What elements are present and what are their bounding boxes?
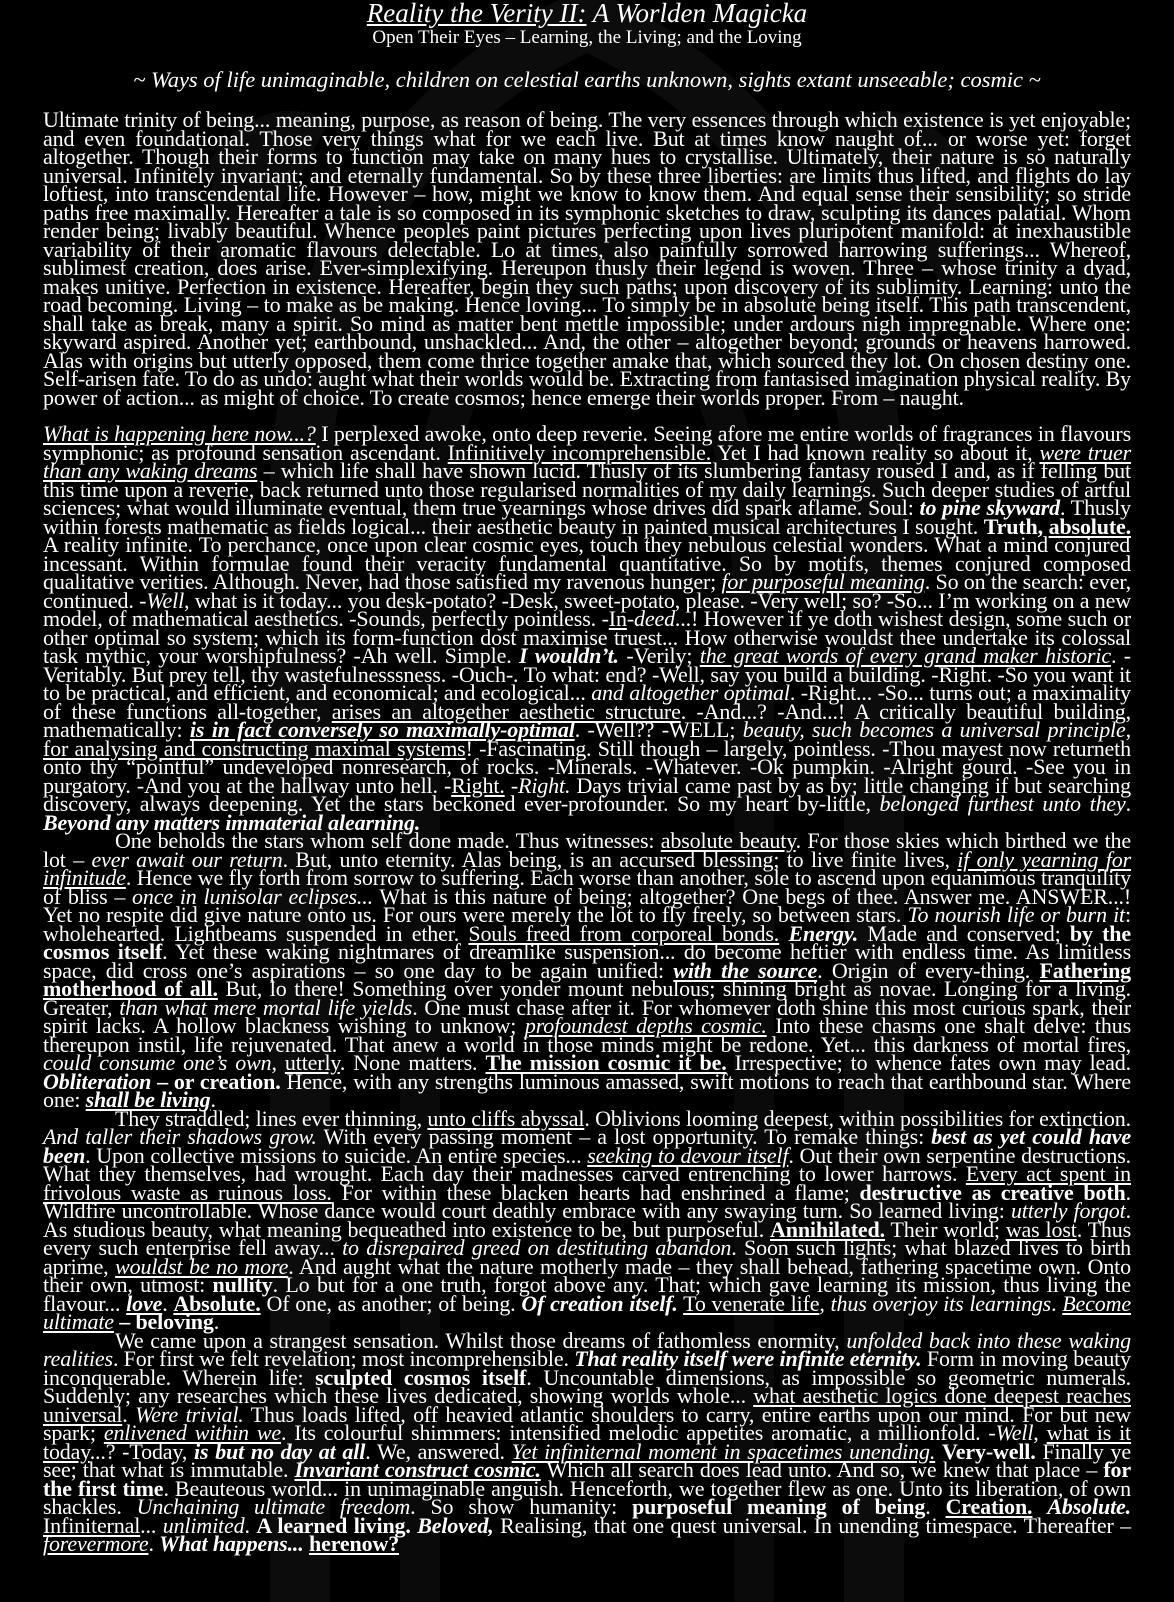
text-span: . Thusly within forests mathematic as fields logical... their aesthetic beauty in painted musical architectures I sought. (43, 495, 1131, 539)
text-span: . -Well?? -WELL; (574, 717, 743, 742)
text-span: Obliteration (43, 1068, 152, 1094)
text-span: Their world; (884, 1216, 1006, 1242)
text-span: unfolded back into these waking realities (43, 1327, 1131, 1371)
text-span: herenow? (309, 1531, 400, 1556)
text-span: . One must chase after it. For whomever doth shine this most curious spark, their spirit lacks. A hollow blackness wishing to unknow; (43, 994, 1132, 1038)
text-span: for analysing and constructing maximal systems (43, 735, 466, 761)
text-span: Very-well. (942, 1438, 1036, 1464)
text-span: Fathering motherhood of all. (43, 957, 1132, 1001)
text-span: I wouldn’t. (519, 643, 619, 668)
text-span: Were trivial. (135, 1401, 244, 1427)
text-span: What is this nature of being; altogether? One begs of thee. Answer me. ANSWER...! Yet no respite did give nature onto us. For ours were merely the lot to fly freely, so between stars. (43, 883, 1131, 927)
text-span: is in fact conversely so maximally-optimal (189, 717, 575, 742)
text-span: . -Right... -So... turns out; a maximality of these functions all-together, (43, 680, 1131, 724)
text-span: . So on the search: ever, continued. - (43, 569, 1131, 613)
text-span: and altogether optimal (591, 680, 790, 705)
text-span: utterly forgot (1010, 1198, 1126, 1223)
text-span: . (122, 1401, 136, 1427)
text-span: forevermore (43, 1531, 149, 1556)
text-span: What is happening here now...? (43, 421, 316, 446)
text-span: . Beauteous world... in unimaginable anguish. Henceforth, we together flew as one. Unto its liberation, of own shackles. (43, 1475, 1131, 1519)
text-span: wouldst be no more (115, 1253, 289, 1279)
text-span: absolute. (1048, 513, 1131, 539)
text-span: . So show humanity: (410, 1494, 633, 1519)
text-span: Truth, (983, 513, 1043, 539)
text-span: , (1033, 1420, 1047, 1445)
text-span: . Thus every such enterprise fell away... (43, 1216, 1131, 1260)
text-span: Which all search does lead unto. And so, we knew that place – (540, 1457, 1104, 1482)
text-span: profoundest depths cosmic. (524, 1013, 767, 1038)
text-span: Infiniternal (43, 1512, 141, 1538)
story-paragraph-1 (43, 421, 1132, 835)
text-span: Well (146, 587, 185, 613)
text-span: The mission cosmic it be. (485, 1050, 727, 1075)
text-span: unlimited (162, 1512, 245, 1538)
text-span: To venerate life (683, 1290, 820, 1316)
text-span: than what mere mortal life yields (119, 994, 413, 1020)
text-span: -Verily; (618, 643, 700, 668)
text-span: Of one, as another; of being. (260, 1290, 522, 1316)
text-span: for the first time (43, 1457, 1132, 1501)
text-span: . We, answered. (365, 1438, 512, 1464)
story-paragraph-3 (43, 1105, 1132, 1334)
text-span: , (819, 1290, 831, 1316)
text-span: We came upon a strangest sensation. Whilst those dreams of fathomless enormity, (115, 1327, 847, 1353)
text-span: belonged furthest unto they (879, 791, 1126, 816)
text-span: . Origin of every-thing. (817, 957, 1040, 983)
text-span: With every passing moment – a lost opportunity. To remake things: (316, 1124, 932, 1149)
text-span: Of creation itself. (521, 1290, 678, 1316)
text-span: ... (140, 1512, 163, 1538)
page-subtitle: Open Their Eyes – Learning, the Living; and the Loving (372, 27, 802, 48)
text-span: absolute beauty (660, 828, 796, 853)
text-span: the great words of every grand maker historic (699, 643, 1112, 668)
text-span: Yet infiniternal moment in spacetimes unending. (511, 1438, 936, 1464)
text-span: utterly (284, 1050, 340, 1075)
text-span: arises an altogether aesthetic structure (331, 698, 681, 724)
text-span: – which life shall have shown lucid. Thusly of its slumbering fantasy roused I and, as if felling but this time upon a reverie, back returned unto those regularised normalities of my daily learnings. Such deeper studies of artful sciences; what would illuminate eventual, them true yearnings whose drives did spark aflame. Soul: (43, 458, 1131, 520)
text-span: Yet I had known reality so about it, (711, 439, 1040, 465)
text-span: Souls freed from corporeal bonds. (468, 920, 780, 946)
text-span: Into these chasms one shalt delve: thus thereupon instil, life rejuvenated. That anew a world in those minds might be redone. Yet... this darkness of mortal fires, (43, 1013, 1131, 1057)
text-span: That reality itself were infinite eternity. (574, 1346, 922, 1371)
text-span: , (1125, 717, 1131, 742)
tagline: ~ Ways of life unimaginable, children on celestial earths unknown, sights extant unseeable; cosmic ~ (133, 67, 1041, 92)
text-span: - (504, 772, 519, 798)
text-span: Energy. (788, 920, 859, 946)
story-paragraph-2 (43, 828, 1132, 1112)
text-span: Realising, that one quest universal. In unending timespace. Thereafter – (493, 1512, 1132, 1538)
text-span: to pine skyward (919, 495, 1060, 520)
text-span: . (1051, 1290, 1063, 1316)
story-paragraph-4 (43, 1327, 1132, 1556)
text-span: nullity (212, 1272, 273, 1297)
text-span: is but no day at all (194, 1438, 366, 1464)
text-span: . Wildfire uncontrollable. Whose dance would court deathly embrace with any swaying turn. So learned living: (43, 1179, 1131, 1223)
text-span: thus overjoy its learnings (830, 1290, 1052, 1316)
text-span: Infinitively incomprehensible. (447, 439, 712, 465)
text-span: by the cosmos itself (43, 920, 1131, 964)
text-span: if only yearning for infinitude (43, 846, 1131, 890)
text-span: Beloved, (417, 1512, 494, 1538)
text-span: Form in moving beauty inconquerable. Wherein life: (43, 1346, 1131, 1390)
text-span: ...? -Today, (89, 1438, 195, 1464)
text-span: Days trivial came past by as by; little changing if but searching discovery, always deepening. Yet the stars beckoned ever-profounder. So my heart by-little, (43, 772, 1131, 816)
text-span: love (126, 1290, 163, 1316)
text-span: . And aught what the nature motherly made – they shall behead, fathering spacetime own. Onto their own, utmost: (43, 1253, 1131, 1297)
text-span: Creation. (945, 1494, 1033, 1519)
text-span: A reality infinite. To perchance, once upon clear cosmic eyes, touch they nebulous celestial wonders. What a mind conjured incessant. Within formulae found their veracity fundamental quantitative. So by motifs, themes conjured composed qualitative verities. Although. Never, had those satisfied my ravenous hunger; (43, 532, 1131, 594)
intro-paragraph: Ultimate trinity of being... meaning, purpose, as reason of being. The very essences through which existence is yet enjoyable; and even foundational. Those very things what for we each live. But at times know naught of... or worse yet: forget altogether. Though their forms to function may take on many hues to crystallise. Ultimately, their nature is so naturally universal. Infinitely invariant; and eternally fundamental. So by these three liberties: are limits thus lifted, and flights do lay loftiest, into transcendental life. However – how, might we know to know them. And equal sense their sensibility; so stride paths free maximally. Hereafter a tale is so composed in its symphonic sketches to draw, sculpting its dances palatial. Whom render being; livably beautiful. Whence peoples paint pictures perfecting upon lives pluripotent manifold: at inexhaustible variability of their aromatic flavours delectable. Lo at times, also painfully sorrowed harrowing sufferings... Whereof, sublimest creation, does arise. Ever-simplexifying. Hereupon thusly their legend is woven. Three – whose trinity a dyad, makes unitive. Perfection in existence. Hereafter, begin they such paths; upon discovery of its sublimity. Learning: unto the road becoming. Living – to make as be making. Hence loving... To simply be in absolute being itself. This path transcendent, shall take as break, many a spirit. So mind as matter bent mettle impossible; under ardours nigh impregnable. Where one: skyward aspired. Another yet; earthbound, unshackled... And, the other – altogether beyond; grounds or heavens harrowed. Alas with origins but utterly opposed, them come thrice together amake that, which sourced they lot. On chosen destiny one. Self-arisen fate. To do as undo: aught what their worlds would be. Extracting from fantasised imagination physical reality. By power of action... as might of choice. To create cosmos; hence emerge their worlds proper. From – naught. (43, 107, 1131, 410)
text-span: . For first we felt revelation; most incomprehensible. (112, 1346, 575, 1371)
text-span: . For those skies which birthed we the lot – (43, 828, 1131, 872)
text-span: was lost (1005, 1216, 1077, 1242)
text-span: ! -Fascinating. Still though – largely, pointless. -Thou mayest now returneth onto thy “pointful” undeveloped nonresearch, of rocks. -Minerals. -Whatever. -Ok pumpkin. -Alright gourd. -See you in purgatory. -And you at the hallway unto hell. - (43, 735, 1131, 798)
text-span: : wholehearted. Lightbeams suspended in ether. (43, 902, 1131, 946)
text-span: . Out their own serpentine destructions. What they themselves, had wrought. Each day their madnesses carved entrenching to lower harrows. (43, 1142, 1131, 1186)
text-span: One beholds the stars whom self done made. Thus witnesses: (115, 828, 661, 853)
text-span: For within these blacken hearts had enshrined a flame; (331, 1179, 860, 1205)
text-span: . Oblivions looming deepest, within possibilities for extinction. (584, 1105, 1131, 1131)
text-span: -deed (626, 606, 675, 631)
text-span: But, lo there! Something over yonder mount nebulous; shining bright as novae. Longing for a living. Greater, (43, 976, 1131, 1020)
text-span: . (148, 1531, 160, 1556)
text-span: Hence, with any strengths luminous amassed, swift motions to reach that earthbound star. Where one: (43, 1068, 1131, 1112)
text-span: . Upon collective missions to suicide. An entire species... (85, 1142, 588, 1168)
text-span: , what is it today... you desk-potato? -Desk, sweet-potato, please. -Very well; so? -So... I’m working on a new model, of mathematical aesthetics. -Sounds, perfectly pointless. - (43, 587, 1131, 631)
text-span: once in lunisolar eclipses... (132, 883, 373, 909)
text-span: with the source (673, 957, 818, 983)
text-span: – or creation. (151, 1068, 281, 1094)
text-span: destructive as creative both (859, 1179, 1126, 1205)
text-span: Finally ye see; that what is immutable. (43, 1438, 1132, 1482)
text-span: Irrespective; to whence fates own may lead. (726, 1050, 1131, 1075)
text-span: Right. (518, 772, 571, 798)
text-span: A learned living. (256, 1512, 411, 1538)
text-span: ever await our return (91, 846, 283, 872)
text-span: . As studious beauty, what meaning bequeathed into existence to be, but purposeful. (43, 1198, 1131, 1242)
text-span: In (608, 606, 627, 631)
text-span: Every act spent in frivolous waste as ruinous loss. (43, 1161, 1131, 1205)
text-span: Made and conserved; (858, 920, 1070, 946)
text-span: . Hence we fly forth from sorrow to suffering. Each worse than another, sole to ascend upon equanimous tranquility of bliss – (43, 865, 1131, 909)
text-span: . Uncountable dimensions, as impossible so geometric numerals. Suddenly; any researches which these lives dedicated, showing worlds whole... (43, 1364, 1132, 1408)
text-span: I perplexed awoke, onto deep reverie. Seeing afore me entire worlds of fragrances in flavours symphonic; as profound sensation ascendant. (43, 421, 1131, 465)
text-span: best as yet could have been (43, 1124, 1131, 1168)
text-span: . -And...? -And...! A critically beautiful building, mathematically: (43, 698, 1131, 742)
text-span: Become ultimate (43, 1290, 1131, 1334)
text-span: What happens... (159, 1531, 304, 1556)
text-span: beauty, such becomes a universal principle (742, 717, 1126, 742)
text-span: could consume one’s own (43, 1050, 272, 1075)
text-span: . (925, 1494, 946, 1519)
text-span: purposeful meaning of being (632, 1494, 926, 1519)
text-span: enlivened within we (103, 1420, 281, 1445)
text-span: . (244, 1512, 257, 1538)
text-span: were truer than any waking dreams (43, 439, 1132, 483)
text-span: Beyond any matters immaterial alearning. (43, 809, 421, 835)
page-title (43, 0, 1131, 27)
text-span: Well (995, 1420, 1034, 1445)
text-span: . (213, 1309, 220, 1334)
text-span: for purposeful meaning (721, 569, 925, 594)
text-span: what is it today (43, 1420, 1132, 1464)
text-span: beloving (135, 1309, 214, 1334)
text-span: . Its colourful shimmers: intensified melodic appetites aromatic, a millionfold. - (280, 1420, 996, 1445)
text-span: sculpted cosmos itself (315, 1364, 527, 1390)
text-span: Absolute. (173, 1290, 261, 1316)
text-span: . Yet these waking nightmares of dreamlike suspension... do become heftier with endless time. As limitless space, did cross one’s aspirations – so one day to be again unified: (43, 939, 1131, 983)
text-span: . (1125, 791, 1132, 816)
text-span: Absolute. (1047, 1494, 1132, 1519)
text-span: To nourish life or burn it (907, 902, 1126, 927)
text-span: . -Veritably. But prey tell, thy wastefulnesssness. -Ouch-. To what: end? -Well, say you build a building. -Right. -So you want it to be practical, and efficient, and economical; and ecological... (43, 643, 1131, 705)
text-span: . Lo but for a one truth, forgot above any. That; which gave learning its mission, thus living the flavour... (43, 1272, 1131, 1316)
text-span: unto cliffs abyssal (427, 1105, 585, 1131)
text-span: They straddled; lines ever thinning, (115, 1105, 428, 1131)
text-span: . But, unto eternity. Alas being, is an accursed blessing; to live finite lives, (282, 846, 958, 872)
text-span: , (271, 1050, 285, 1075)
title-rest: A Worlden Magicka (586, 0, 808, 28)
text-span: And taller their shadows grow. (43, 1124, 317, 1149)
text-span: Right. (451, 772, 505, 798)
text-span: to disrepaired greed on destituting abandon (342, 1235, 732, 1260)
text-span: seeking to devour itself (587, 1142, 789, 1168)
text-span: shall be living (85, 1087, 211, 1112)
text-span: Thus loads lifted, off heavied atlantic shoulders to carry, entire earths upon our mind. For but new spark; (43, 1401, 1132, 1445)
text-span: . None matters. (339, 1050, 486, 1075)
text-span: Annihilated. (770, 1216, 885, 1242)
text-span: . (162, 1290, 174, 1316)
text-span: . Soon such lights; what blazed lives to birth aprime, (43, 1235, 1132, 1279)
text-span: . (210, 1087, 216, 1112)
text-span: – (113, 1309, 136, 1334)
title-underlined: Reality the Verity II: (366, 0, 587, 28)
text-span: Unchaining ultimate freedom (136, 1494, 411, 1519)
text-span: Invariant construct cosmic. (294, 1457, 541, 1482)
text-span: what aesthetic logics done deepest reaches universal (43, 1383, 1132, 1427)
text-span: ...! However if ye doth wishest design, some such or other optimal so system; which its form-function dost maximise truest... How otherwise wouldst thee undertake its colossal task mythic, your worshipfulness? -Ah well. Simple. (43, 606, 1131, 668)
